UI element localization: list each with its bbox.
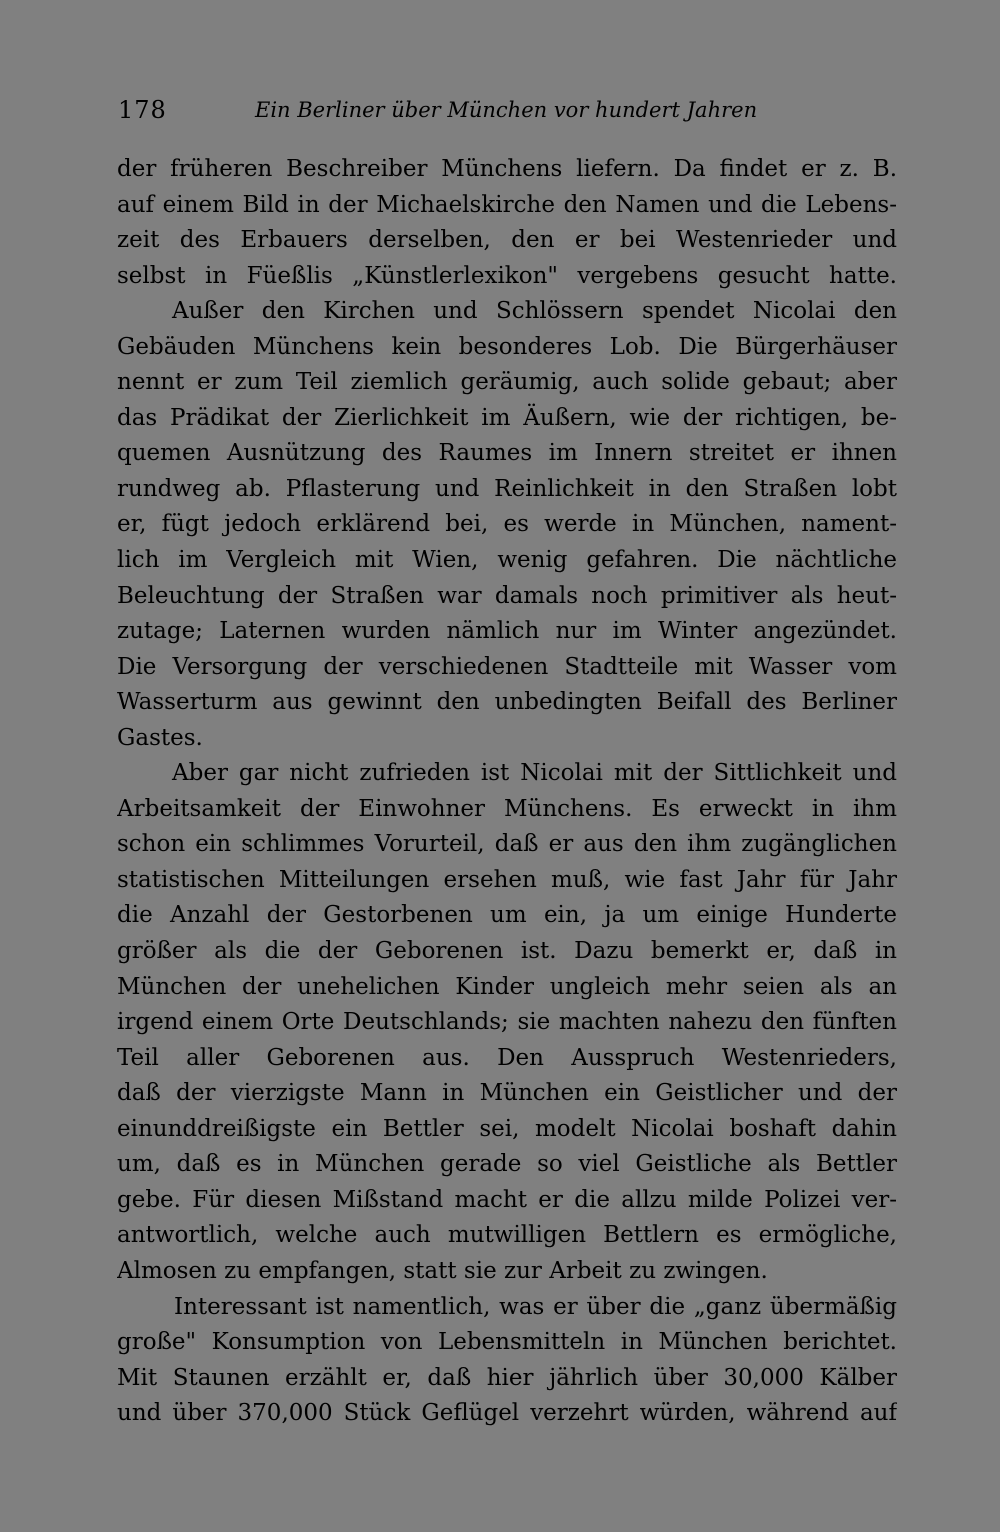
text-line: gebe. Für diesen Mißstand macht er die allzu milde Polizei ver- [117,1186,897,1213]
text-line: große" Konsumption von Lebensmitteln in München berichtet. [117,1329,897,1356]
text-line: Teil aller Geborenen aus. Den Ausspruch Westenrieders, [117,1044,897,1071]
page-header [118,96,893,130]
text-line: selbst in Füeßlis „Künstlerlexikon" vergebens gesucht hatte. [117,262,897,289]
running-head: Ein Berliner über München vor hundert Jahren [255,98,758,122]
text-line: nennt er zum Teil ziemlich geräumig, auch solide gebaut; aber [117,369,897,396]
text-line: zutage; Laternen wurden nämlich nur im Winter angezündet. [117,618,897,645]
body-text [117,152,897,1432]
text-line: er, fügt jedoch erklärend bei, es werde in München, nament- [117,511,897,538]
text-line: einunddreißigste ein Bettler sei, modelt Nicolai boshaft dahin [117,1115,897,1142]
text-line: das Prädikat der Zierlichkeit im Äußern, wie der richtigen, be- [117,404,897,431]
text-line: Almosen zu empfangen, statt sie zur Arbeit zu zwingen. [117,1257,768,1284]
text-line: rundweg ab. Pflasterung und Reinlichkeit in den Straßen lobt [117,475,897,502]
text-line: schon ein schlimmes Vorurteil, daß er aus den ihm zugänglichen [117,831,897,858]
text-line: Gastes. [117,724,203,751]
text-line: der früheren Beschreiber Münchens liefern. Da findet er z. B. [117,156,897,182]
text-line: antwortlich, welche auch mutwilligen Bettlern es ermögliche, [117,1222,897,1249]
text-line: quemen Ausnützung des Raumes im Innern streitet er ihnen [117,440,897,467]
text-line: Mit Staunen erzählt er, daß hier jährlich über 30,000 Kälber [117,1364,897,1391]
page-number: 178 [118,96,167,124]
text-line: größer als die der Geborenen ist. Dazu bemerkt er, daß in [117,938,897,965]
text-line: Arbeitsamkeit der Einwohner Münchens. Es erweckt in ihm [117,795,897,822]
text-line: statistischen Mitteilungen ersehen muß, wie fast Jahr für Jahr [117,866,897,893]
text-line: irgend einem Orte Deutschlands; sie machten nahezu den fünften [117,1009,897,1036]
text-line: daß der vierzigste Mann in München ein Geistlicher und der [117,1080,897,1107]
text-line: München der unehelichen Kinder ungleich mehr seien als an [117,973,897,1000]
text-line: auf einem Bild in der Michaelskirche den Namen und die Lebens- [117,191,897,218]
text-line: die Anzahl der Gestorbenen um ein, ja um einige Hunderte [117,902,897,929]
text-line: Wasserturm aus gewinnt den unbedingten Beifall des Berliner [117,689,897,716]
text-line: zeit des Erbauers derselben, den er bei Westenrieder und [117,227,897,254]
text-line: und über 370,000 Stück Geflügel verzehrt würden, während auf [117,1400,897,1427]
text-line: Außer den Kirchen und Schlössern spendet Nicolai den [172,298,897,325]
text-line: Beleuchtung der Straßen war damals noch primitiver als heut- [117,582,897,609]
text-line: um, daß es in München gerade so viel Geistliche als Bettler [117,1151,897,1178]
text-line: Aber gar nicht zufrieden ist Nicolai mit der Sittlichkeit und [172,760,897,787]
text-line: Gebäuden Münchens kein besonderes Lob. Die Bürgerhäuser [117,333,897,360]
text-line: lich im Vergleich mit Wien, wenig gefahren. Die nächtliche [117,547,897,574]
text-line: Interessant ist namentlich, was er über die „ganz übermäßig [174,1293,897,1320]
text-line: Die Versorgung der verschiedenen Stadtteile mit Wasser vom [117,653,897,680]
